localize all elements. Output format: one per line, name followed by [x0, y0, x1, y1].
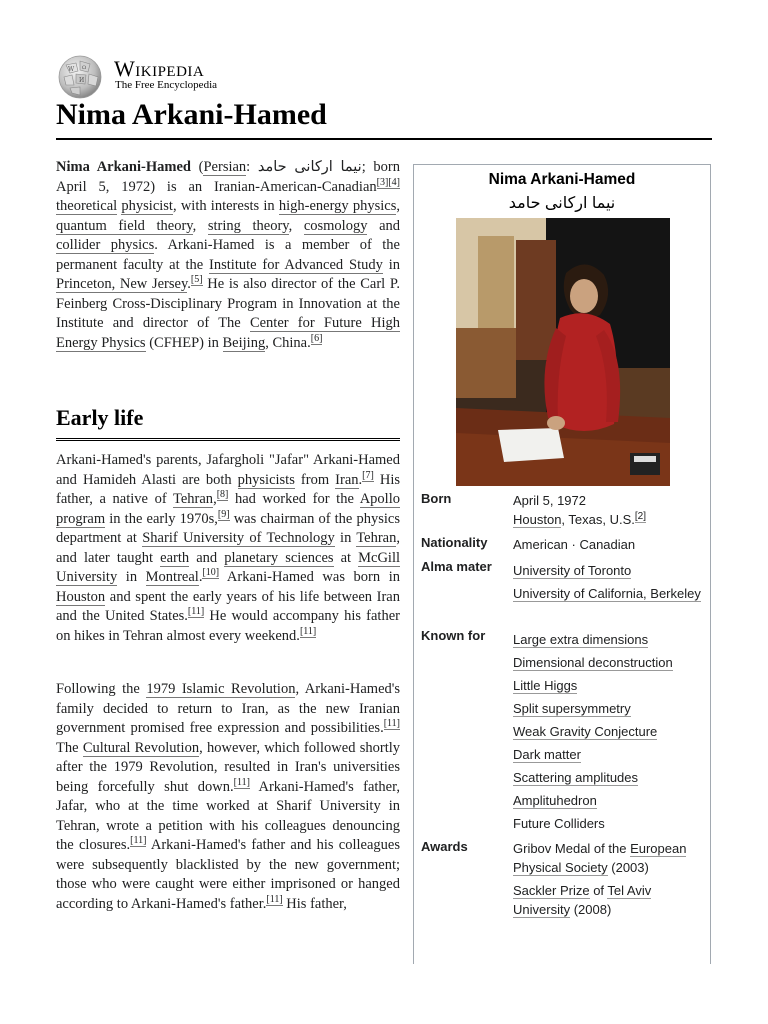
link-sharif-university[interactable]: Sharif University of Technology: [142, 530, 335, 546]
link-collider-physics[interactable]: collider physics: [56, 237, 155, 253]
link-university-of-toronto[interactable]: University of Toronto: [513, 563, 632, 578]
link-mcgill[interactable]: McGill University: [56, 549, 401, 585]
link-planetary-sciences[interactable]: planetary sciences: [224, 549, 334, 566]
known-for-future-colliders: Future Colliders: [513, 816, 605, 831]
ref-3[interactable]: [3]: [376, 176, 389, 188]
ref-7[interactable]: [7]: [362, 469, 374, 481]
link-high-energy-physics[interactable]: high-energy physics: [278, 198, 397, 214]
label-nationality: Nationality: [421, 535, 488, 550]
link-tehran[interactable]: Tehran: [173, 491, 214, 507]
page-title: Nima Arkani-Hamed: [56, 96, 712, 140]
early-life-paragraph-2: Following the 1979 Islamic Revolution, Arkani-Hamed's family decided to return to Iran, as the new Iranian government promised free expression and possibilities.[11] The Cultural Revolution, however, which followed shortly after the 1979 Revolution, resulted in Iran's universities being forcefully shut down.[11] Arkani-Hamed's father, Jafar, who at the time worked at Sharif University in Tehran, wrote a petition with his colleagues denouncing the closures.[11] Arkani-Hamed's father and his colleagues were subsequently blacklisted by the new government; those who were caught were either imprisoned or hanged according to Arkani-Hamed's father.[11] His father,: [56, 681, 401, 912]
svg-text:И: И: [79, 77, 85, 84]
link-amplituhedron[interactable]: Amplituhedron: [513, 793, 597, 808]
link-1979-revolution[interactable]: 1979 Islamic Revolution: [146, 681, 296, 697]
ref-11[interactable]: [11]: [233, 776, 250, 788]
link-cfhep[interactable]: Center for Future High Energy Physics: [56, 315, 400, 351]
link-montreal[interactable]: Montreal: [145, 569, 199, 585]
ref-8[interactable]: [8]: [216, 489, 229, 501]
lead-paragraph: Nima Arkani-Hamed (Persian: نیما ارکانی حامد; born April 5, 1972) is an Iranian-American-Canadian[3][4] theoretical physicist, with interests in high-energy physics, quantum field theory, string theory, cosmology and collider physics. Arkani-Hamed is a member of the permanent faculty at the Institute for Advanced Study in Princeton, New Jersey.[5] He is also director of the Carl P. Feinberg Cross-Disciplinary Program in Innovation at the Institute and director of The Center for Future High Energy Physics (CFHEP) in Beijing, China.[6]: [56, 159, 401, 351]
link-persian[interactable]: Persian: [203, 159, 247, 175]
link-born-houston[interactable]: Houston: [513, 512, 562, 527]
link-physicist[interactable]: physicist: [121, 198, 173, 214]
infobox: Nima Arkani-Hamed نیما ارکانی حامد Born April 5, 1972 Houston, Texas, U.S.[2] Nationality American · Canadian Alma mater University of Toronto University of California, Berkeley Known for Large extra dimensions Dimensional deconstruction Little Higgs Split supersymmetry Weak Gravity Conjecture Dark matter Scattering amplitudes Amplituhedron Future Colliders Awards Gribov Medal of the European Physical Society (2003) Sackler Prize of Tel Aviv University (2008): [413, 164, 711, 964]
link-iran[interactable]: Iran: [335, 471, 359, 488]
ref-5[interactable]: [5]: [190, 274, 203, 286]
link-beijing[interactable]: Beijing: [222, 334, 266, 351]
label-born: Born: [421, 491, 452, 506]
ref-11[interactable]: [11]: [130, 835, 147, 847]
site-tagline: The Free Encyclopedia: [115, 79, 218, 91]
svg-text:W: W: [68, 66, 75, 73]
infobox-native-name: نیما ارکانی حامد: [508, 195, 616, 212]
site-wordmark[interactable]: Wikipedia: [114, 56, 205, 81]
ref-2[interactable]: [2]: [634, 510, 647, 522]
link-cultural-revolution[interactable]: Cultural Revolution: [82, 739, 200, 756]
link-cosmology[interactable]: cosmology: [303, 217, 368, 234]
link-string-theory[interactable]: string theory: [207, 217, 289, 234]
link-quantum-field-theory[interactable]: quantum field theory: [56, 217, 193, 234]
link-sackler-prize[interactable]: Sackler Prize: [513, 883, 590, 898]
portrait-photo[interactable]: [456, 218, 670, 486]
label-known-for: Known for: [421, 628, 486, 643]
link-apollo-program[interactable]: Apollo program: [56, 491, 400, 527]
svg-text:Ω: Ω: [82, 65, 87, 71]
link-split-supersymmetry[interactable]: Split supersymmetry: [513, 701, 631, 716]
ref-11[interactable]: [11]: [299, 625, 317, 637]
section-heading-early-life: Early life: [56, 404, 400, 441]
link-institute-advanced-study[interactable]: Institute for Advanced Study: [209, 256, 383, 273]
site-header: [56, 53, 456, 101]
nationality-value: American · Canadian: [513, 537, 636, 552]
ref-11[interactable]: [11]: [187, 606, 205, 618]
link-large-extra-dimensions[interactable]: Large extra dimensions: [513, 632, 649, 647]
link-european-physical-society[interactable]: European Physical Society: [513, 841, 687, 875]
link-scattering-amplitudes[interactable]: Scattering amplitudes: [513, 770, 639, 785]
subject-name: Nima Arkani-Hamed: [56, 159, 191, 175]
ref-11[interactable]: [11]: [266, 893, 283, 905]
ref-9[interactable]: [9]: [217, 508, 230, 520]
ref-10[interactable]: [10]: [202, 567, 220, 579]
ref-4[interactable]: [4]: [388, 176, 400, 188]
ref-6[interactable]: [6]: [310, 332, 323, 344]
link-theoretical[interactable]: theoretical: [56, 198, 118, 214]
link-earth[interactable]: earth: [160, 549, 190, 566]
link-tehran-2[interactable]: Tehran: [356, 530, 397, 546]
wikipedia-globe-icon[interactable]: [56, 55, 104, 99]
link-little-higgs[interactable]: Little Higgs: [513, 678, 578, 693]
label-alma-mater: Alma mater: [421, 559, 492, 574]
born-date: April 5, 1972: [513, 493, 586, 508]
ref-11[interactable]: [11]: [383, 718, 400, 730]
link-houston[interactable]: Houston: [56, 588, 106, 605]
label-awards: Awards: [421, 839, 468, 854]
link-weak-gravity-conjecture[interactable]: Weak Gravity Conjecture: [513, 724, 658, 739]
link-tel-aviv-university[interactable]: Tel Aviv University: [513, 883, 652, 917]
link-uc-berkeley[interactable]: University of California, Berkeley: [513, 586, 701, 601]
link-physicists[interactable]: physicists: [237, 471, 295, 488]
early-life-paragraph-1: Arkani-Hamed's parents, Jafargholi "Jafar" Arkani-Hamed and Hamideh Alasti are both physicists from Iran.[7] His father, a native of Tehran,[8] had worked for the Apollo program in the early 1970s,[9] was chairman of the physics department at Sharif University of Technology in Tehran, and later taught earth and planetary sciences at McGill University in Montreal.[10] Arkani-Hamed was born in Houston and spent the early years of his life between Iran and the United States.[11] He would accompany his father on hikes in Tehran almost every weekend.[11]: [56, 452, 401, 644]
link-dimensional-deconstruction[interactable]: Dimensional deconstruction: [513, 655, 673, 670]
infobox-title: Nima Arkani-Hamed: [488, 171, 636, 188]
link-princeton[interactable]: Princeton, New Jersey: [56, 276, 188, 292]
link-dark-matter[interactable]: Dark matter: [513, 747, 581, 762]
